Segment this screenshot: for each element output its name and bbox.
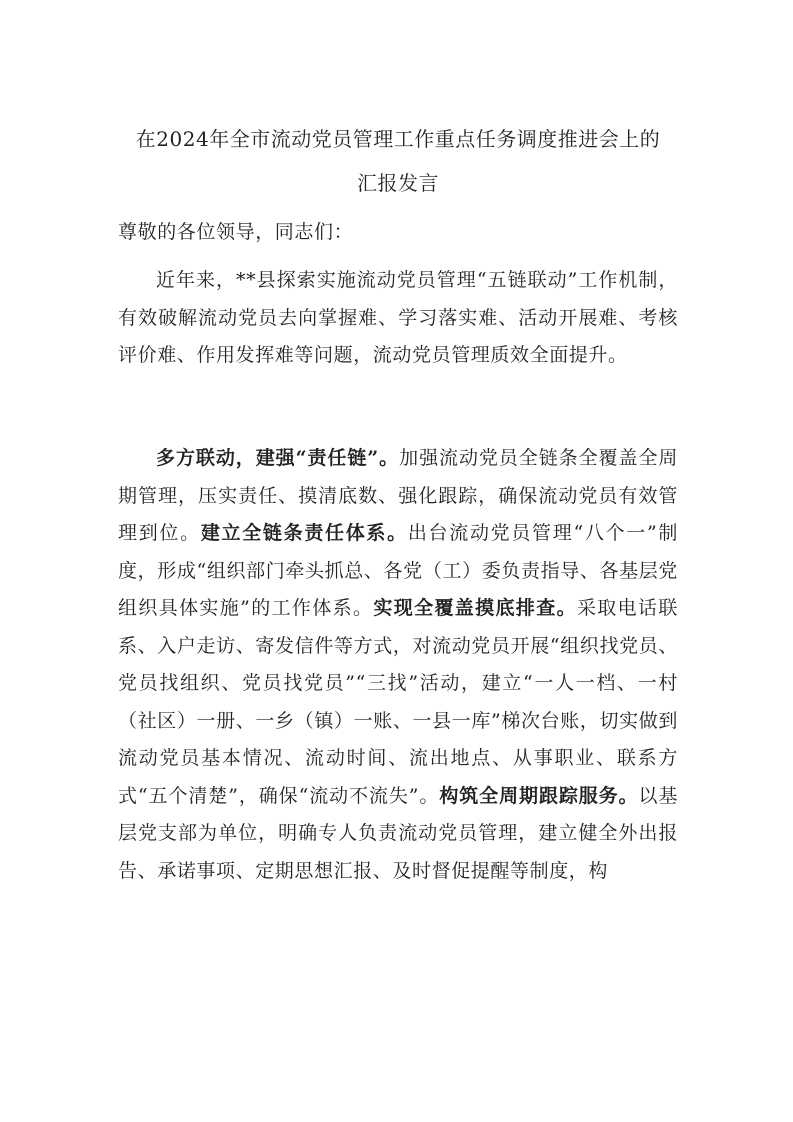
subsection-2-text: 采取电话联系、入户走访、寄发信件等方式，对流动党员开展“组织找党员、党员找组织、党员找党员”“三找”活动，建立“一人一档、一村（社区）一册、一乡（镇）一账、一县一库”梯次台账，切实做到流动党员基本情况、流动时间、流出地点、从事职业、联系方式“五个清楚”，确保“流动不流失”。 — [118, 597, 678, 807]
document-title-line-1: 在2024年全市流动党员管理工作重点任务调度推进会上的 — [135, 127, 661, 151]
section-1-paragraph — [118, 440, 678, 890]
document-title-line-2: 汇报发言 — [357, 171, 439, 195]
intro-paragraph: 近年来，**县探索实施流动党员管理“五链联动”工作机制，有效破解流动党员去向掌握难、学习落实难、活动开展难、考核评价难、作用发挥难等问题，流动党员管理质效全面提升。 — [118, 269, 678, 366]
subsection-3-heading: 构筑全周期跟踪服务。 — [439, 784, 639, 807]
subsection-2-heading: 实现全覆盖摸底排查。 — [373, 597, 577, 619]
subsection-1-heading: 建立全链条责任体系。 — [200, 522, 408, 544]
section-1-heading: 多方联动，建强“责任链”。 — [156, 447, 400, 469]
section-1-text: 加强流动党员全链条全覆盖全周期管理，压实责任、摸清底数、强化跟踪，确保流动党员有效管理到位。 — [118, 447, 678, 544]
subsection-3-text: 以基层党支部为单位，明确专人负责流动党员管理，建立健全外出报告、承诺事项、定期思想汇报、及时督促提醒等制度，构 — [118, 784, 678, 882]
salutation: 尊敬的各位领导，同志们： — [118, 221, 354, 243]
subsection-1-text: 出台流动党员管理“八个一”制度，形成“组织部门牵头抓总、各党（工）委负责指导、各基层党组织具体实施”的工作体系。 — [118, 522, 678, 619]
